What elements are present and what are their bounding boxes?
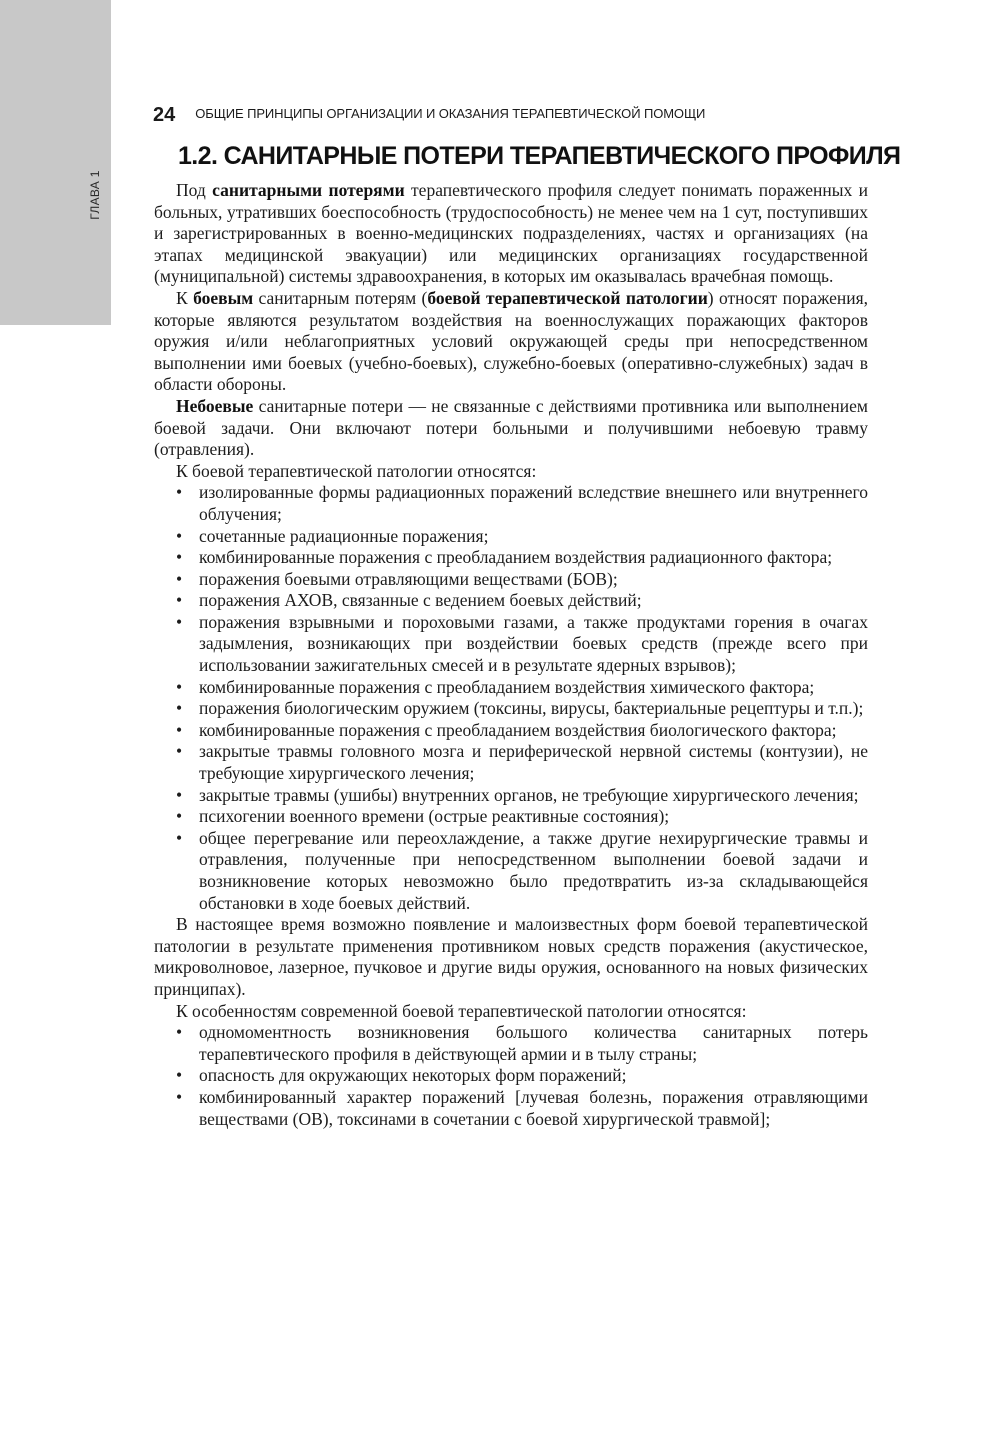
chapter-side-label (0, 0, 111, 325)
p1-post: терапевтического профиля следует понимать пораженных и больных, утративших боеспособность (трудоспособность) не менее чем на 1 сут, поступивших и зарегистрированных в военно-медицинских подразделениях, частях и организациях (на этапах медицинской эвакуации) или медицинских организациях государственной (муниципальной) системы здравоохранения, в которых им оказывалась врачебная помощь. (154, 180, 869, 287)
chapter-label-text: ГЛАВА 1 (88, 170, 102, 220)
list-item: • поражения биологическим оружием (токсины, вирусы, бактериальные рецептуры и т.п.); (154, 698, 868, 720)
p2-mid: санитарным потерям ( (253, 287, 428, 308)
list-item: • комбинированные поражения с преобладанием воздействия химического фактора; (154, 677, 868, 699)
p2-post: ) относят поражения, которые являются результатом воздействия на военнослужащих поражающих факторов оружия и/или неблагоприятных условий окружающей среды при непосредственном выполнении ими боевых (учебно-боевых), служебно-боевых (оперативно-служебных) задач в области обороны. (154, 287, 868, 395)
page-number: 24 (153, 104, 176, 126)
list-item: • поражения взрывными и пороховыми газами, а также продуктами горения в очагах задымления, возникающих при воздействии боевых средств (прежде всего при использовании зажигательных смесей и в результате ядерных взрывов); (154, 612, 868, 677)
list-item: • сочетанные радиационные поражения; (154, 526, 868, 548)
p3-post: санитарные потери — не связанные с действиями противника или выполнением боевой задачи. Они включают потери больными и получившими небоевую травму (отравления). (154, 395, 868, 460)
paragraph-features-intro: К особенностям современной боевой терапевтической патологии относятся: (176, 1000, 747, 1021)
list-item: • комбинированные поражения с преобладанием воздействия биологического фактора; (154, 720, 868, 742)
running-head-title: ОБЩИЕ ПРИНЦИПЫ ОРГАНИЗАЦИИ И ОКАЗАНИЯ ТЕРАПЕВТИЧЕСКОЙ ПОМОЩИ (195, 106, 706, 121)
p3-term: Небоевые (176, 395, 254, 416)
list-item: • опасность для окружающих некоторых форм поражений; (154, 1065, 868, 1087)
list-item: • изолированные формы радиационных поражений вследствие внешнего или внутреннего облучения; (154, 482, 868, 525)
list-item: • закрытые травмы (ушибы) внутренних органов, не требующие хирургического лечения; (154, 785, 868, 807)
paragraph-new-forms: В настоящее время возможно появление и малоизвестных форм боевой терапевтической патологии в результате применения противником новых средств поражения (акустическое, микроволновое, лазерное, пучковое и другие виды оружия, основанного на новых физических принципах). (154, 914, 868, 999)
p1-pre: Под (176, 180, 213, 200)
list-item: • поражения боевыми отравляющими веществами (БОВ); (154, 569, 868, 591)
paragraph-list-intro: К боевой терапевтической патологии относятся: (176, 460, 537, 481)
list-item: • комбинированный характер поражений [лучевая болезнь, поражения отравляющими веществами (ОВ), токсинами в сочетании с боевой хирургической травмой]; (154, 1087, 868, 1130)
combat-pathology-list (154, 482, 868, 914)
paragraph-combat-losses (154, 288, 868, 396)
paragraph-definition (154, 180, 868, 288)
list-item: • общее перегревание или переохлаждение, а также другие нехирургические травмы и отравления, полученные при непосредственном выполнении боевой задачи и возникновение которых невозможно было предотвратить из-за складывающейся обстановки в ходе боевых действий. (154, 828, 868, 914)
list-item: • одномоментность возникновения большого количества санитарных потерь терапевтического профиля в действующей армии и в тылу страны; (154, 1022, 868, 1065)
list-item: • психогении военного времени (острые реактивные состояния); (154, 806, 868, 828)
p1-term: санитарными потерями (212, 180, 405, 200)
body-text (154, 180, 868, 1130)
section-title: 1.2. САНИТАРНЫЕ ПОТЕРИ ТЕРАПЕВТИЧЕСКОГО ПРОФИЛЯ (178, 142, 901, 170)
p2-term-2: боевой терапевтической патологии (427, 287, 708, 308)
list-item: • поражения АХОВ, связанные с ведением боевых действий; (154, 590, 868, 612)
features-list (154, 1022, 868, 1130)
list-item: • закрытые травмы головного мозга и периферической нервной системы (контузии), не требующие хирургического лечения; (154, 741, 868, 784)
running-head (153, 104, 873, 127)
p2-pre: К (176, 287, 194, 308)
paragraph-noncombat-losses (154, 396, 868, 461)
p2-term: боевым (193, 287, 254, 308)
list-item: • комбинированные поражения с преобладанием воздействия радиационного фактора; (154, 547, 868, 569)
